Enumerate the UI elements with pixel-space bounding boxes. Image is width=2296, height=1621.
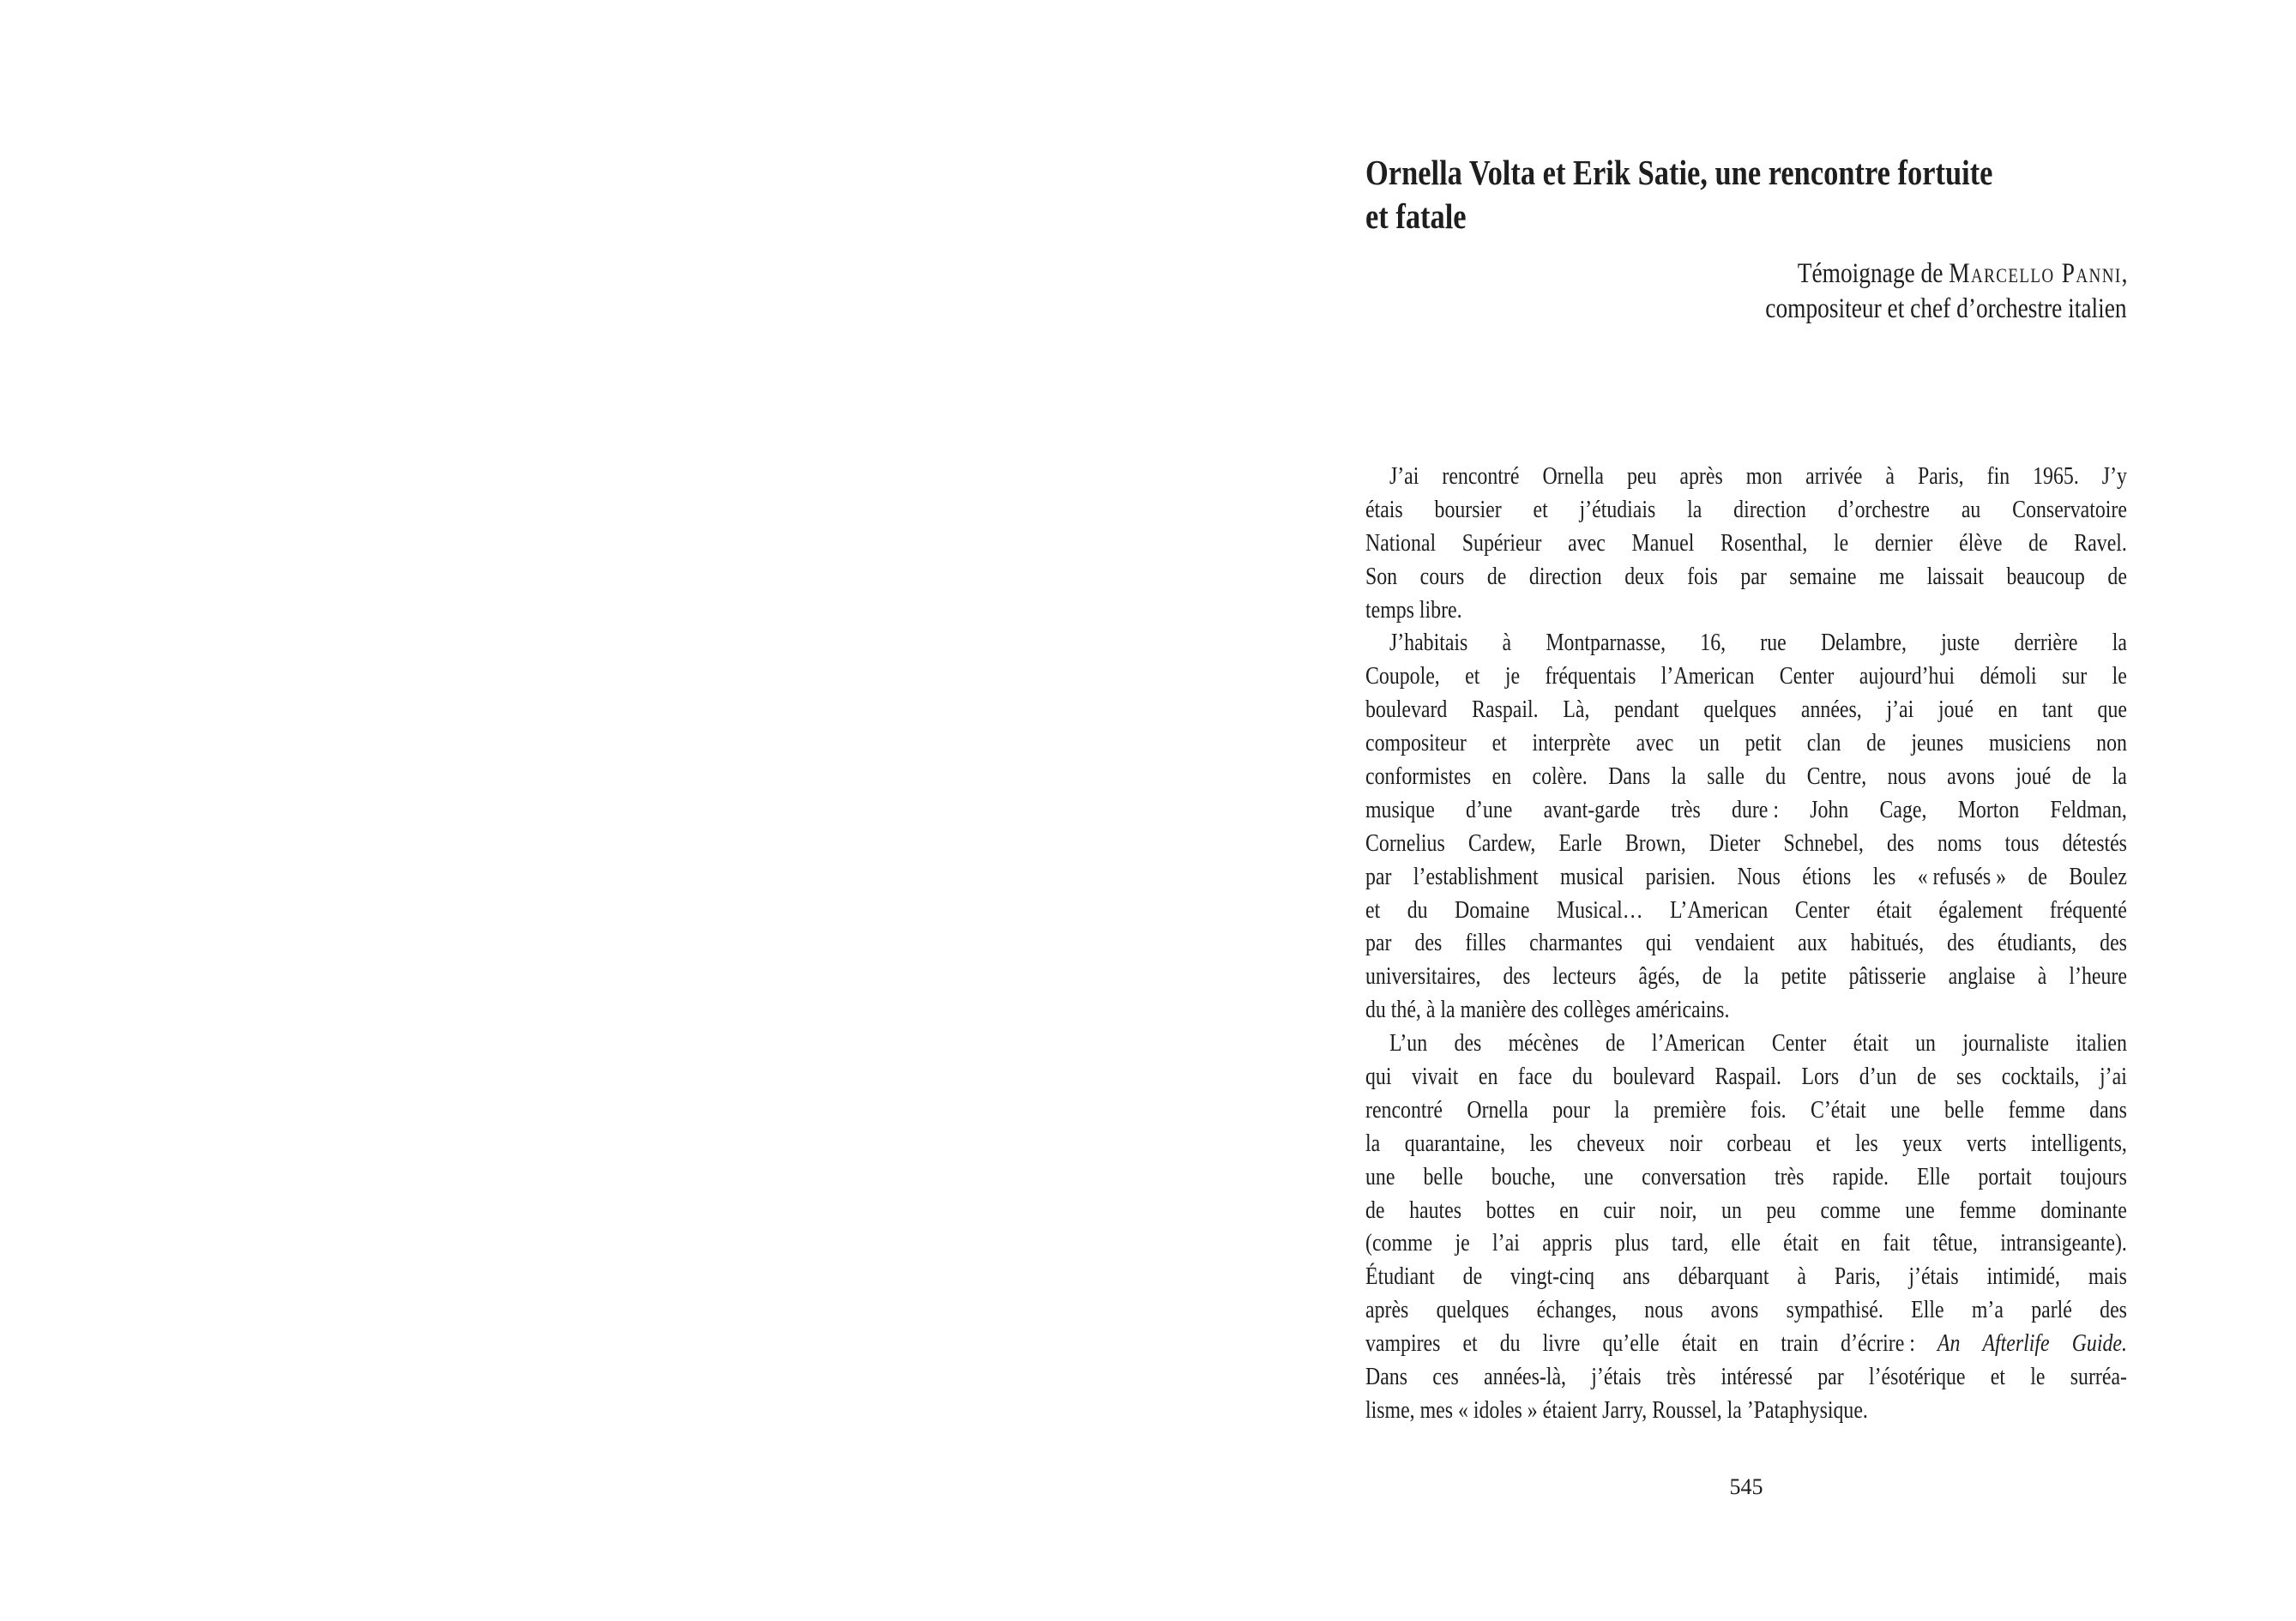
body-line: de hautes bottes en cuir noir, un peu comme une femme dominante — [1365, 1196, 2127, 1224]
body-line: étais boursier et j’étudiais la direction d’orchestre au Conservatoire — [1365, 495, 2127, 523]
body-line: et du Domaine Musical… L’American Center était également fréquenté — [1365, 895, 2127, 924]
body-line: L’un des mécènes de l’American Center était un journaliste italien — [1389, 1029, 2127, 1058]
body-line: (comme je l’ai appris plus tard, elle était en fait têtue, intransigeante). — [1365, 1229, 2127, 1257]
body-line: Son cours de direction deux fois par semaine me laissait beaucoup de — [1365, 562, 2127, 590]
body-line: du thé, à la manière des collèges américains. — [1365, 996, 1730, 1024]
body-line: par des filles charmantes qui vendaient aux habitués, des étudiants, des — [1365, 929, 2127, 957]
article-title-line2: et fatale — [1365, 196, 1467, 236]
body-line: compositeur et interprète avec un petit clan de jeunes musiciens non — [1365, 729, 2127, 757]
article-title-line1: Ornella Volta et Erik Satie, une rencontre fortuite — [1365, 153, 1993, 192]
body-line: Cornelius Cardew, Earle Brown, Dieter Schnebel, des noms tous détestés — [1365, 829, 2127, 857]
body-line: J’ai rencontré Ornella peu après mon arrivée à Paris, fin 1965. J’y — [1389, 462, 2127, 490]
body-line: musique d’une avant-garde très dure : John Cage, Morton Feldman, — [1365, 795, 2127, 823]
body-line: vampires et du livre qu’elle était en train d’écrire : An Afterlife Guide. — [1365, 1329, 2127, 1358]
body-line: J’habitais à Montparnasse, 16, rue Delambre, juste derrière la — [1389, 629, 2127, 657]
byline-line1 — [1365, 256, 2127, 292]
body-line: après quelques échanges, nous avons sympathisé. Elle m’a parlé des — [1365, 1296, 2127, 1324]
byline-author-name: Marcello Panni — [1948, 258, 2122, 289]
body-line: Dans ces années-là, j’étais très intéressé par l’ésotérique et le surréa- — [1365, 1363, 2127, 1391]
body-line: Coupole, et je fréquentais l’American Center aujourd’hui démoli sur le — [1365, 662, 2127, 690]
byline-suffix: , — [2121, 258, 2127, 289]
article-body — [1365, 460, 2127, 1427]
body-line: qui vivait en face du boulevard Raspail. Lors d’un de ses cocktails, j’ai — [1365, 1063, 2127, 1091]
body-line: conformistes en colère. Dans la salle du Centre, nous avons joué de la — [1365, 762, 2127, 791]
byline-role: compositeur et chef d’orchestre italien — [1765, 293, 2127, 324]
page-number: 545 — [1729, 1474, 1763, 1499]
body-line: universitaires, des lecteurs âgés, de la petite pâtisserie anglaise à l’heure — [1365, 962, 2127, 991]
text-column — [1365, 0, 2127, 1621]
body-line: une belle bouche, une conversation très rapide. Elle portait toujours — [1365, 1162, 2127, 1190]
body-line: par l’establishment musical parisien. Nous étions les « refusés » de Boulez — [1365, 862, 2127, 890]
body-line: lisme, mes « idoles » étaient Jarry, Roussel, la ’Pataphysique. — [1365, 1395, 1868, 1424]
byline — [1365, 256, 2127, 327]
article-title — [1365, 151, 2112, 238]
body-line: Étudiant de vingt-cinq ans débarquant à Paris, j’étais intimidé, mais — [1365, 1262, 2127, 1291]
byline-prefix: Témoignage de — [1797, 258, 1949, 289]
byline-line2 — [1365, 292, 2127, 327]
body-line: la quarantaine, les cheveux noir corbeau et les yeux verts intelligents, — [1365, 1129, 2127, 1157]
body-line: boulevard Raspail. Là, pendant quelques années, j’ai joué en tant que — [1365, 696, 2127, 724]
body-line: rencontré Ornella pour la première fois. C’était une belle femme dans — [1365, 1095, 2127, 1124]
body-line: temps libre. — [1365, 595, 1462, 624]
body-line: National Supérieur avec Manuel Rosenthal, le dernier élève de Ravel. — [1365, 528, 2127, 557]
